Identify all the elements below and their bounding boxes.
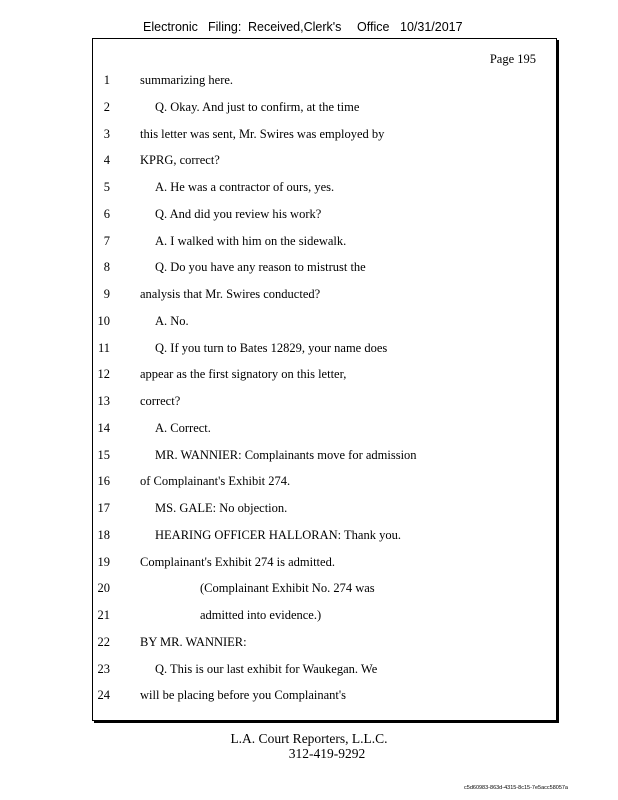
line-number: 11 <box>97 340 110 355</box>
line-number: 14 <box>97 420 110 435</box>
transcript-line <box>93 501 556 519</box>
line-number: 3 <box>103 126 110 141</box>
line-number: 17 <box>97 501 110 515</box>
line-number: 9 <box>103 287 110 301</box>
line-text: KPRG, correct? <box>140 153 220 168</box>
transcript-line <box>93 394 556 412</box>
line-text: Q. Do you have any reason to mistrust the <box>155 260 366 275</box>
line-text: appear as the first signatory on this letter, <box>140 367 347 382</box>
line-text: Q. If you turn to Bates 12829, your name does <box>155 340 388 355</box>
line-text: of Complainant's Exhibit 274. <box>140 474 291 489</box>
header-received: Received,Clerk's <box>248 20 342 34</box>
page-number: Page 195 <box>489 52 536 66</box>
line-number: 23 <box>97 661 110 676</box>
line-number: 1 <box>103 73 110 87</box>
header-office: Office <box>357 20 390 34</box>
transcript-line <box>93 207 556 225</box>
line-number: 12 <box>97 367 110 382</box>
footer <box>0 731 618 761</box>
line-number: 5 <box>103 180 110 194</box>
line-text: MS. GALE: No objection. <box>155 501 288 515</box>
transcript-line <box>93 73 556 91</box>
line-text: Complainant's Exhibit 274 is admitted. <box>140 554 335 569</box>
line-number: 18 <box>97 527 110 542</box>
transcript-line <box>93 528 556 546</box>
line-number: 21 <box>97 608 110 622</box>
line-text: HEARING OFFICER HALLORAN: Thank you. <box>155 527 401 542</box>
transcript-page <box>92 38 557 721</box>
transcript-line <box>93 555 556 573</box>
transcript-line <box>93 314 556 332</box>
header-date: 10/31/2017 <box>400 20 463 34</box>
line-text: Q. This is our last exhibit for Waukegan. We <box>155 661 378 676</box>
document-id: c5d60983-863d-4315-8c15-7e5acc58057a <box>464 785 568 791</box>
transcript-line <box>93 367 556 385</box>
transcript-line <box>93 260 556 278</box>
line-number: 2 <box>103 99 110 114</box>
line-number: 15 <box>97 447 110 462</box>
line-text: analysis that Mr. Swires conducted? <box>140 287 321 301</box>
transcript-line <box>93 341 556 359</box>
line-text: A. He was a contractor of ours, yes. <box>155 180 335 194</box>
transcript-line <box>93 287 556 305</box>
line-number: 19 <box>97 554 110 569</box>
transcript-line <box>93 581 556 599</box>
transcript-line <box>93 127 556 145</box>
line-number: 10 <box>97 313 110 328</box>
line-text: Q. And did you review his work? <box>155 206 322 221</box>
transcript-line <box>93 688 556 706</box>
line-text: correct? <box>140 394 181 408</box>
line-text: MR. WANNIER: Complainants move for admission <box>155 447 417 462</box>
transcript-line <box>93 180 556 198</box>
transcript-line <box>93 421 556 439</box>
line-number: 22 <box>97 634 110 649</box>
transcript-line <box>93 100 556 118</box>
transcript-line <box>93 448 556 466</box>
line-text: summarizing here. <box>140 73 234 87</box>
line-number: 6 <box>103 206 110 221</box>
line-number: 24 <box>97 688 110 703</box>
line-text: (Complainant Exhibit No. 274 was <box>200 581 375 596</box>
footer-phone: 312-419-9292 <box>288 746 366 761</box>
footer-company: L.A. Court Reporters, L.L.C. <box>230 731 388 746</box>
line-number: 8 <box>103 260 110 275</box>
line-number: 16 <box>97 474 110 489</box>
line-text: A. No. <box>155 313 189 328</box>
line-text: this letter was sent, Mr. Swires was employed by <box>140 126 385 141</box>
header-filing: Filing: <box>208 20 242 34</box>
line-number: 20 <box>97 581 110 596</box>
line-text: A. I walked with him on the sidewalk. <box>155 233 347 248</box>
transcript-line <box>93 153 556 171</box>
line-number: 4 <box>103 153 110 168</box>
line-text: A. Correct. <box>155 420 211 435</box>
transcript-line <box>93 635 556 653</box>
line-number: 13 <box>97 394 110 408</box>
line-number: 7 <box>103 233 110 248</box>
line-text: Q. Okay. And just to confirm, at the time <box>155 99 360 114</box>
transcript-line <box>93 474 556 492</box>
line-text: admitted into evidence.) <box>200 608 322 622</box>
line-text: BY MR. WANNIER: <box>140 634 247 649</box>
transcript-line <box>93 234 556 252</box>
line-text: will be placing before you Complainant's <box>140 688 347 703</box>
header-electronic: Electronic <box>143 20 198 34</box>
transcript-line <box>93 608 556 626</box>
transcript-line <box>93 662 556 680</box>
